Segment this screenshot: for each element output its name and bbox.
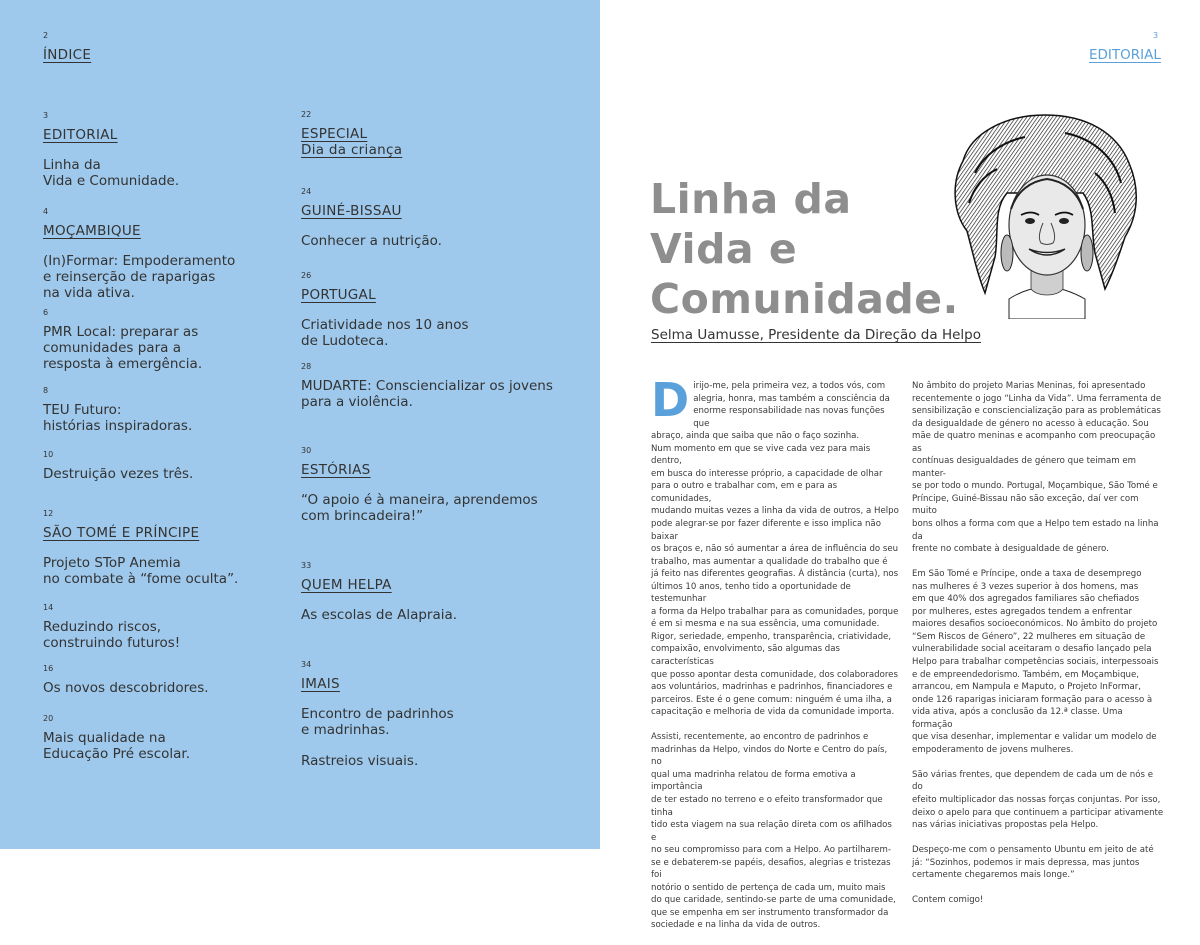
entry-page-number: 8 — [43, 386, 49, 395]
article-line: capacitação e melhoria de vida da comunidade importa. — [651, 707, 895, 718]
entry-text: As escolas de Alapraia. — [301, 607, 458, 623]
article-line: empoderamento de jovens mulheres. — [912, 744, 1074, 755]
article-line: efeito multiplicador das nossas forças conjuntas. Por isso, — [912, 794, 1161, 805]
entry-text: TEU Futuro: — [43, 402, 122, 418]
entry-text: PMR Local: preparar as — [43, 324, 199, 340]
article-line: nas várias iniciativas propostas pela Helpo. — [912, 820, 1099, 831]
entry-section: MOÇAMBIQUE — [43, 223, 141, 239]
entry-text: MUDARTE: Consciencializar os jovens — [301, 378, 553, 394]
entry-section: PORTUGAL — [301, 287, 376, 303]
index-entry — [43, 207, 235, 301]
entry-text: “O apoio é à maneira, aprendemos — [301, 492, 538, 508]
article-line: parceiros. Este é o gene comum: ninguém é uma ilha, a — [651, 694, 892, 705]
article-line: Contem comigo! — [912, 895, 984, 906]
entry-text: Educação Pré escolar. — [43, 746, 190, 762]
entry-text: Rastreios visuais. — [301, 753, 419, 769]
entry-page-number: 4 — [43, 207, 49, 216]
headline — [650, 174, 959, 324]
article-line: Assisti, recentemente, ao encontro de padrinhos e — [651, 732, 869, 743]
entry-section: SÃO TOMÉ E PRÍNCIPE — [43, 525, 200, 541]
article-line: últimos 10 anos, tenho tido a oportunidade de testemunhar — [651, 581, 851, 605]
entry-section: ESPECIAL — [301, 126, 368, 142]
index-entry — [43, 308, 202, 372]
article-line: e de empreendedorismo. Também, em Moçambique, — [912, 669, 1139, 680]
entry-text: resposta à emergência. — [43, 356, 203, 372]
entry-text: Linha da — [43, 157, 101, 173]
article-line: da desigualdade de género no acesso à educação. Sou — [912, 418, 1149, 429]
entry-text: no combate à “fome oculta”. — [43, 571, 239, 587]
author-portrait — [945, 113, 1145, 319]
article-line: do que caridade, sentindo-se parte de uma comunidade, — [651, 895, 896, 906]
index-entry — [43, 664, 209, 696]
article-line: em busca do interesse próprio, a capacidade de olhar — [651, 468, 883, 479]
entry-text: (In)Formar: Empoderamento — [43, 253, 236, 269]
article-line: Príncipe, Guiné-Bissau não são exceção, daí ver com muito — [912, 493, 1139, 517]
entry-text: Mais qualidade na — [43, 730, 166, 746]
headline-line: Comunidade. — [650, 275, 959, 323]
index-entry — [43, 450, 193, 482]
article-line: pode alegrar-se por fazer diferente e isso implica não baixar — [651, 519, 881, 542]
entry-text: Criatividade nos 10 anos — [301, 317, 469, 333]
entry-section: ESTÓRIAS — [301, 462, 371, 478]
article-line: recentemente o jogo “Linha da Vida”. Uma ferramenta de — [912, 393, 1162, 404]
headline-line: Vida e — [650, 225, 798, 273]
index-entry — [301, 362, 553, 410]
article-line: irijo-me, pela primeira vez, a todos vós, com — [693, 381, 886, 391]
article-paragraph — [912, 568, 1164, 756]
article-line: enorme responsabilidade nas novas funções que — [693, 406, 885, 429]
article-paragraph — [912, 894, 1164, 907]
article-line: trabalho, mas aumentar a qualidade do trabalho que é — [651, 556, 888, 567]
index-entry — [43, 386, 192, 434]
entry-text: construindo futuros! — [43, 635, 181, 651]
article-line: maiores desafios socioeconómicos. No âmbito do projeto — [912, 619, 1158, 630]
article-line: que posso apontar desta comunidade, dos colaboradores — [651, 669, 898, 680]
section-label: EDITORIAL — [1089, 47, 1161, 63]
article-paragraph — [912, 380, 1164, 556]
article-line: contínuas desigualdades de género que teimam em manter- — [912, 456, 1137, 479]
entry-text: para a violência. — [301, 394, 413, 410]
article-line: “Sem Riscos de Género”, 22 mulheres em situação de — [912, 631, 1146, 642]
entry-page-number: 26 — [301, 271, 312, 280]
article-line: bons olhos a forma com que a Helpo tem estado na linha da — [912, 519, 1159, 542]
article-line: São várias frentes, que dependem de cada um de nós e do — [912, 769, 1153, 793]
article-line: Helpo para trabalhar competências sociais, interpessoais — [912, 656, 1159, 667]
page-number: 3 — [1153, 31, 1159, 40]
article-line: madrinhas da Helpo, vindos do Norte e Centro do país, no — [651, 744, 888, 768]
entry-text: Os novos descobridores. — [43, 680, 209, 696]
article-line: No âmbito do projeto Marias Meninas, foi apresentado — [912, 381, 1146, 391]
article-line: que visa desenhar, implementar e validar um modelo de — [912, 732, 1157, 743]
entry-text: Projeto SToP Anemia — [43, 555, 181, 571]
entry-page-number: 6 — [43, 308, 49, 317]
index-page — [0, 0, 600, 849]
entry-page-number: 30 — [301, 446, 312, 455]
article-line: nas mulheres é 3 vezes superior à dos homens, mas — [912, 581, 1139, 592]
entry-section: IMAIS — [301, 676, 340, 692]
page-number: 2 — [43, 31, 49, 40]
entry-page-number: 3 — [43, 111, 49, 120]
entry-section: EDITORIAL — [43, 127, 118, 143]
article-line: se por todo o mundo. Portugal, Moçambique, São Tomé e — [912, 481, 1158, 492]
article-line: abraço, ainda que saiba que não o faço sozinha. — [651, 431, 860, 442]
article-line: que se empenha em ser instrumento transformador da — [651, 907, 889, 918]
article-line: se e debaterem-se papéis, desafios, alegrias e tristezas foi — [651, 857, 891, 881]
article-line: para o outro e trabalhar com, em e para as comunidades, — [651, 481, 838, 504]
entry-section: QUEM HELPA — [301, 577, 392, 593]
article-line: no seu compromisso para com a Helpo. Ao partilharem- — [651, 845, 891, 856]
article-line: a forma da Helpo trabalhar para as comunidades, porque — [651, 606, 899, 617]
article-line: Despeço-me com o pensamento Ubuntu em jeito de até — [912, 845, 1154, 856]
article-line: tido esta viagem na sua relação direta com os afilhados e — [651, 820, 892, 843]
entry-text — [301, 738, 454, 753]
entry-text: e madrinhas. — [301, 722, 390, 738]
article-paragraph — [912, 844, 1164, 882]
entry-text: na vida ativa. — [43, 285, 135, 301]
entry-text: histórias inspiradoras. — [43, 418, 193, 434]
article-line: mudando muitas vezes a linha da vida de outros, a Helpo — [651, 506, 899, 517]
entry-page-number: 28 — [301, 362, 312, 371]
entry-page-number: 33 — [301, 561, 312, 570]
article-line: sensibilização e consciencialização para as problemáticas — [912, 406, 1161, 417]
article-line: vida ativa, após a conclusão da 12.ª classe. Uma formação — [912, 707, 1123, 730]
headline-line: Linha da — [650, 175, 852, 223]
index-entry — [43, 714, 190, 762]
entry-text: com brincadeira!” — [301, 508, 424, 524]
article-line: já: “Sozinhos, podemos ir mais depressa, mas juntos — [912, 857, 1140, 868]
index-entry — [301, 110, 402, 158]
entry-page-number: 10 — [43, 450, 54, 459]
entry-text: Conhecer a nutrição. — [301, 233, 442, 249]
index-entry — [301, 271, 469, 349]
article-line: aos voluntários, madrinhas e padrinhos, financiadores e — [651, 682, 893, 693]
article-line: de ter estado no terreno e o efeito transformador que tinha — [651, 795, 883, 818]
index-title: ÍNDICE — [43, 47, 92, 63]
article-line: compaixão, envolvimento, são algumas das características — [651, 644, 841, 668]
article-line: Em São Tomé e Príncipe, onde a taxa de desemprego — [912, 569, 1142, 580]
article-line: Rigor, seriedade, empenho, transparência, criatividade, — [651, 631, 892, 642]
index-entry — [301, 446, 538, 524]
entry-text: Vida e Comunidade. — [43, 173, 180, 189]
article-line: vulnerabilidade social aceitaram o desafio lançado pela — [912, 644, 1152, 655]
drop-cap: D — [651, 373, 690, 427]
entry-text: comunidades para a — [43, 340, 181, 356]
article-line: sociedade e na linha da vida de outros. — [651, 920, 821, 931]
article-line: já feito nas diferentes geografias. À distância (curta), nos — [651, 569, 899, 580]
article-line: deixo o apelo para que continuem a participar ativamente — [912, 807, 1164, 818]
entry-page-number: 16 — [43, 664, 54, 673]
entry-section: Dia da criança — [301, 142, 403, 158]
entry-text: de Ludoteca. — [301, 333, 389, 349]
entry-text: e reinserção de raparigas — [43, 269, 216, 285]
article-line: por mulheres, estes agregados tendem a enfrentar — [912, 606, 1133, 617]
article-line: notório o sentido de pertença de cada um, muito mais — [651, 882, 886, 893]
entry-page-number: 22 — [301, 110, 312, 119]
entry-text: Destruição vezes três. — [43, 466, 194, 482]
article-column-1 — [651, 373, 899, 945]
entry-text: Encontro de padrinhos — [301, 706, 454, 722]
article-line: frente no combate à desigualdade de género. — [912, 544, 1109, 555]
index-entry — [43, 509, 238, 587]
index-entry — [301, 660, 454, 769]
article-paragraph — [651, 373, 899, 719]
index-entry — [43, 111, 179, 189]
article-line: arrancou, em Nampula e Maputo, o Projeto InFormar, — [912, 682, 1142, 693]
index-entry — [43, 603, 180, 651]
article-paragraph — [651, 731, 899, 932]
article-line: os braços e, não só aumentar a área de influência do seu — [651, 544, 899, 555]
article-column-2 — [912, 380, 1164, 919]
article-line: certamente chegaremos mais longe.” — [912, 870, 1075, 881]
entry-text: Reduzindo riscos, — [43, 619, 162, 635]
article-line: qual uma madrinha relatou de forma emotiva a importância — [651, 769, 856, 793]
index-entry — [301, 561, 457, 623]
entry-page-number: 12 — [43, 509, 54, 518]
article-line: é em si mesma e na sua essência, uma comunidade. — [651, 619, 880, 630]
entry-page-number: 14 — [43, 603, 54, 612]
article-line: mãe de quatro meninas e acompanho com preocupação as — [912, 431, 1156, 454]
article-line: Num momento em que se vive cada vez para mais dentro, — [651, 443, 871, 467]
article-paragraph — [912, 769, 1164, 832]
article-line: alegria, honra, mas também a consciência da — [693, 393, 890, 404]
index-entry — [301, 187, 442, 249]
entry-page-number: 24 — [301, 187, 312, 196]
byline: Selma Uamusse, Presidente da Direção da Helpo — [651, 327, 981, 343]
article-line: em que 40% dos agregados familiares são chefiados — [912, 594, 1140, 605]
article-line: onde 126 raparigas iniciaram formação para o acesso à — [912, 694, 1153, 705]
entry-page-number: 34 — [301, 660, 312, 669]
entry-section: GUINÉ-BISSAU — [301, 203, 402, 219]
entry-page-number: 20 — [43, 714, 54, 723]
